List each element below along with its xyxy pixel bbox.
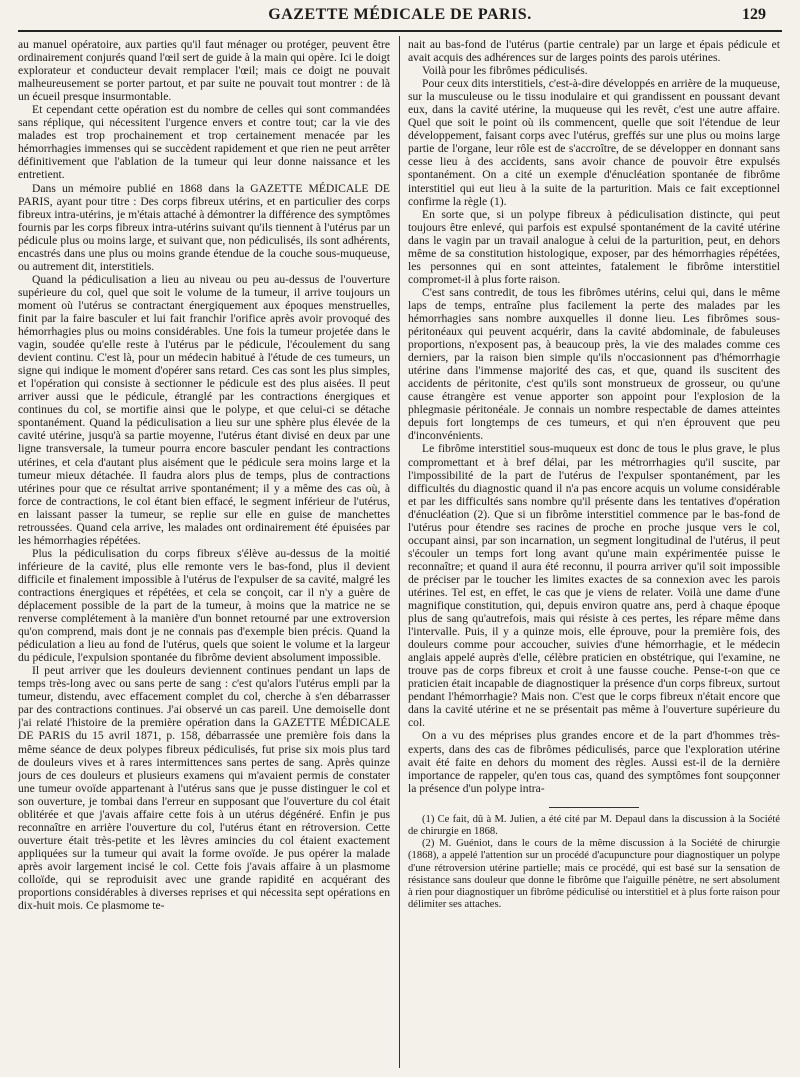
footnote-rule [549,807,639,808]
footnote: (2) M. Guéniot, dans le cours de la même discussion à la Société de chirurgie (1868), a appelé l'attention sur un procédé d'acupuncture pour diagnostiquer un polype d'une rétroversion utérine partielle; mais ce procédé, qui est basé sur la sensation de résistance sans douleur que donne le fibrôme que l'aiguille pénètre, ne sert absolument à rien pour diagnostiquer un fibrôme pédiculisé ou interstitiel et à plus forte raison pour délimiter ses attaches. [408,838,780,911]
right-column [408,38,780,1068]
journal-title: GAZETTE MÉDICALE DE PARIS. [268,6,532,23]
paragraph: En sorte que, si un polype fibreux à pédiculisation distincte, qui peut toujours être enlevé, qui parfois est expulsé spontanément de la cavité utérine dans le vagin par un travail analogue à celui de la parturition, peut, en dehors même de sa constitution histologique, exposer, par des hémorrhagies répétées, les personnes qui en sont atteintes, fatalement le fibrôme interstitiel compromet-il à plus forte raison. [408,207,780,286]
paragraph: Quand la pédiculisation a lieu au niveau ou peu au-dessus de l'ouverture supérieure du col, quel que soit le volume de la tumeur, il arrive toujours un moment où l'utérus se contractant énergiquement aux époques menstruelles, finit par la faire basculer et lui fait franchir l'orifice après avoir provoqué des hémorrhagies plus ou moins considérables. Une fois la tumeur projetée dans le vagin, soudée qu'elle reste à l'utérus par le pédicule, l'écoulement du sang devient continu. C'est là, pour un médecin habitué à l'étude de ces tumeurs, un signe qui indique le moment d'opérer sans retard. Ces cas sont les plus simples, et l'opération qui consiste à sectionner le pédicule est des plus aisées. Il peut arriver aussi que le pédicule, étranglé par les contractions énergiques et continues du col, se mortifie ainsi que le polype, et que celui-ci se détache spontanément. Quand la pédiculisation a lieu sur une sphère plus élevée de la cavité utérine, jusqu'à sa partie moyenne, l'utérus étant divisé en deux par une ligne transversale, la tumeur pourra encore basculer pendant les contractions utérines, et cela d'autant plus aisément que le pédicule sera moins large et la tumeur mieux détachée. Il faudra alors plus de temps, plus de contractions utérines pour que ce résultat arrive spontanément; il y a même des cas où, à force de contractions, le col étant bien effacé, le segment inférieur de l'utérus, en laissant passer la tumeur, se replie sur elle en guise de manchettes retroussées. Quand cela arrive, les malades ont ordinairement été épuisées par les hémorrhagies répétées. [18,272,390,547]
paragraph: On a vu des méprises plus grandes encore et de la part d'hommes très-experts, dans des cas de fibrômes pédiculisés, parce que l'exploration utérine avait été faite en dehors du moment des règles. Aussi est-il de la dernière importance de rappeler, qu'en tous cas, quand des symptômes font soupçonner la présence d'un polype intra- [408,729,780,795]
paragraph: Dans un mémoire publié en 1868 dans la GAZETTE MÉDICALE DE PARIS, ayant pour titre : Des corps fibreux utérins, et en particulier des corps fibreux intra-utérins, je m'étais attaché à démontrer la différence des symptômes fournis par les corps fibreux intra-utérins suivant qu'ils tiennent à l'utérus par un pédicule plus ou moins large, et suivant que, non pédiculisés, ils sont adhérents, encastrés dans une plus ou moins grande étendue de la couche sous-muqueuse, ou autrement dit, interstitiels. [18,181,390,273]
header-rule [18,30,782,32]
footnote: (1) Ce fait, dû à M. Julien, a été cité par M. Depaul dans la discussion à la Société de chirurgie en 1868. [408,813,780,837]
paragraph: au manuel opératoire, aux parties qu'il faut ménager ou protéger, peuvent être ordinairement conjurés quand l'œil sert de guide à la main qui opère. Ici le doigt explorateur et conducteur devait remplacer l'œil; mais ce doigt ne pouvait malheureusement se porter partout, et par suite ne pouvait tout montrer : de là un écueil presque insurmontable. [18,38,390,104]
column-divider [399,36,400,1068]
paragraph: nait au bas-fond de l'utérus (partie centrale) par un large et épais pédicule et avait acquis des adhérences sur de larges points des parois utérines. [408,38,780,65]
page-header [0,0,800,36]
paragraph: Le fibrôme interstitiel sous-muqueux est donc de tous le plus grave, le plus compromettant et à bref délai, par les métrorrhagies qu'il suscite, par l'impossibilité de la part de l'utérus de l'expulser spontanément, par les difficultés du diagnostic quand il n'a pas encore acquis un volume considérable et par les difficultés sans nombre qu'il présente dans les tentatives d'opération d'énucléation (2). Que si un fibrôme interstitiel commence par le bas-fond de l'utérus pour étendre ses racines de proche en proche jusque vers le col, occupant ainsi, par son incarnation, un segment longitudinal de l'utérus, il peut s'écouler un temps fort long avant qu'une main expérimentée puisse le reconnaître; et quand il aura été reconnu, il pourra arriver qu'il soit impossible de préciser par le toucher les limites exactes de sa connexion avec les parois utérines. Tel est, en effet, le cas que je viens de relater. Voilà une dame d'une magnifique constitution, qui, depuis environ quatre ans, perd à chaque époque plus de sang qu'autrefois, mais qui résiste à ces pertes, les répare même dans l'intervalle. Puis, il y a quinze mois, elle éprouve, pour la première fois, des douleurs comme pour accoucher, suivies d'une hémorrhagie, et le médecin anglais appelé auprès d'elle, célèbre praticien en obstétrique, qui l'examine, ne trouve pas de corps fibreux et croit à une fausse couche. Pense-t-on que ce praticien était incapable de diagnostiquer la présence d'un corps fibreux, surtout pendant l'hémorrhagie? Mais non. C'est que le corps fibreux n'était encore que dans la cavité utérine et ne se présentait pas même à l'ouverture supérieure du col. [408,442,780,730]
paragraph: Pour ceux dits interstitiels, c'est-à-dire développés en arrière de la muqueuse, sur la musculeuse ou le tissu inodulaire et qui grandissent en poussant devant eux, dans la cavité utérine, la muqueuse qui les revêt, c'est une autre affaire. Quel que soit le point où ils commencent, quelle que soit l'étendue de leur développement, faisant corps avec l'utérus, greffés sur une plus ou moins large partie de l'organe, leur rôle est de s'accroître, de se développer en donnant sans cesse lieu à des accidents, sans avoir chance de pouvoir être expulsés spontanément. On a cité un exemple d'énucléation spontanée de fibrôme interstitiel qui eut lieu à la suite de la parturition. Mais ce fait exceptionnel confirme la règle (1). [408,77,780,208]
footnotes [408,814,780,912]
paragraph: Il peut arriver que les douleurs deviennent continues pendant un laps de temps très-long avec ou sans perte de sang : c'est qu'alors l'utérus empli par la tumeur, distendu, avec effacement complet du col, cherche à s'en débarrasser par des contractions continues. J'ai observé un cas pareil. Une demoiselle dont j'ai relaté l'histoire de la première opération dans la GAZETTE MÉDICALE DE PARIS du 15 avril 1871, p. 158, débarrassée une première fois dans la même séance de deux polypes fibreux pédiculisés, fut prise six mois plus tard de douleurs vives et à rares intermittences sans pertes de sang. Après quinze jours de ces douleurs et plusieurs examens qui m'avaient permis de constater une tumeur ovoïde appartenant à l'utérus sans que je pusse distinguer le col et son ouverture, je tombai dans l'erreur en supposant que l'ouverture du col était oblitérée et que j'avais affaire cette fois à un utérus dégénéré. Enfin je pus reconnaître en arrière l'ouverture du col, l'utérus étant en rétroversion. Cette ouverture était très-petite et les lèvres amincies du col étaient exactement appliquées sur la tumeur qui avait la forme ovoïde. Je pus opérer la malade après avoir largement incisé le col. Cette fois j'avais affaire à un plasmome colloïde, qui se reproduisit avec une grande rapidité en acquérant des proportions considérables à diverses reprises et qui nécessita sept opérations en dix-huit mois. Ce plasmome te- [18,664,390,913]
page-number: 129 [742,6,766,23]
paragraph: Voilà pour les fibrômes pédiculisés. [422,64,588,78]
paragraph: C'est sans contredit, de tous les fibrômes utérins, celui qui, dans le même laps de temps, entraîne plus facilement la perte des malades par les hémorrhagies sans nombre auxquelles il donne lieu. Les fibrômes sous-péritonéaux qui peuvent acquérir, dans la cavité abdominale, de fabuleuses proportions, n'exposent pas, à beaucoup près, la vie des malades comme ces derniers, par la raison bien simple qu'ils n'occasionnent pas d'hémorrhagie utérine dans l'immense majorité des cas, et que, quand ils suscitent des accidents de péritonite, c'est qu'ils sont monstrueux de grosseur, ou qu'une cause étrangère est venue apporter son appoint pour l'explosion de la phlegmasie péritonéale. Je connais un nombre respectable de dames atteintes depuis fort longtemps de ces tumeurs, et qui n'en éprouvent que peu d'inconvénients. [408,285,780,443]
paragraph: Plus la pédiculisation du corps fibreux s'élève au-dessus de la moitié inférieure de la cavité, plus elle remonte vers le bas-fond, plus il devient difficile et finalement impossible à l'utérus de l'expulser de sa cavité, malgré les contractions énergiques et répétées, et cela se conçoit, car il n'y a guère de déplacement possible de la part de la tumeur, à moins que la matrice ne se renverse complétement à la manière d'un bonnet retourné par une extroversion qu'on comprend, mais dont je ne connais pas d'exemple bien précis. Quand la pédiculation a lieu au fond de l'utérus, quels que soient le volume et la largeur du pédicule, l'expulsion spontanée du fibrôme devient absolument impossible. [18,546,390,665]
paragraph: Et cependant cette opération est du nombre de celles qui sont commandées sans réplique, qui nécessitent l'urgence envers et contre tout; car la vie des malades est trop prochainement et trop certainement menacée par les hémorrhagies immenses qui se succèdent rapidement et que rien ne peut arrêter définitivement que l'ablation de la tumeur qui leur donne naissance et les entretient. [18,103,390,182]
left-column [18,38,390,1068]
